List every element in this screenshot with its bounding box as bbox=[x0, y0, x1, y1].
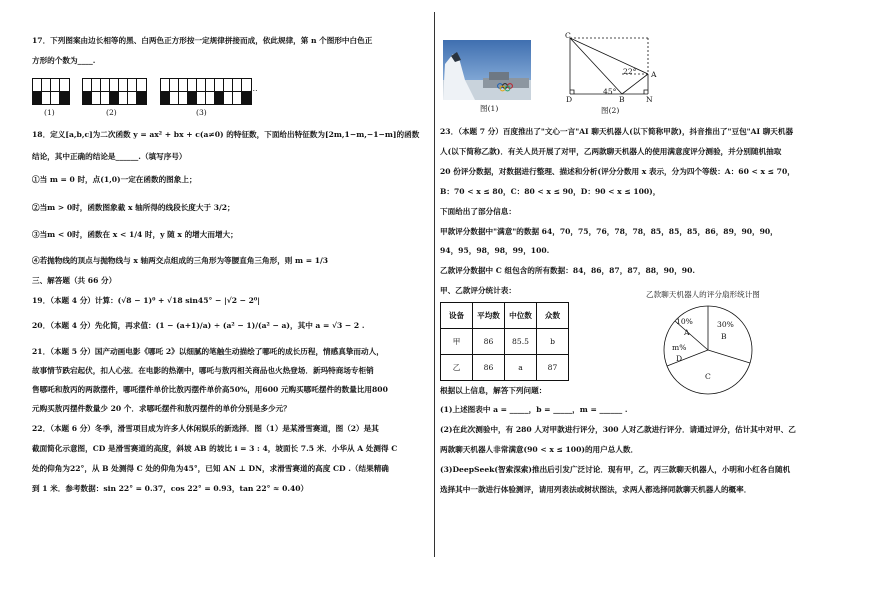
table-header-row bbox=[441, 303, 569, 329]
q17-label-3: (3) bbox=[196, 108, 207, 117]
q21-line1: 21．（本题 5 分）国产动画电影《哪吒 2》以细腻的笔触生动描绘了哪吒的成长历程，情感真挚而动人， bbox=[32, 347, 384, 356]
table-cell: b bbox=[537, 329, 569, 355]
q17-line2: 方形的个数为____. bbox=[32, 56, 96, 65]
angle-45: 45° bbox=[603, 87, 617, 96]
point-B: B bbox=[619, 95, 625, 104]
q17-label-1: (1) bbox=[44, 108, 55, 117]
table-row bbox=[441, 329, 569, 355]
pie-D-pct: m% bbox=[672, 343, 687, 352]
table-cell: 86 bbox=[473, 329, 505, 355]
right-angle-D bbox=[570, 90, 574, 94]
table-cell: 87 bbox=[537, 355, 569, 381]
q23-line7: 94，95，98，98，99，100. bbox=[440, 246, 550, 255]
pie-B-label: B bbox=[721, 332, 727, 341]
q17-line1: 17．下列图案由边长相等的黑、白两色正方形按一定规律拼接而成，依此规律，第 n 个图形中白色正 bbox=[32, 36, 373, 45]
angle-22: 22° bbox=[623, 67, 637, 76]
q22-line2: 截面简化示意图，CD 是滑雪赛道的高度，斜坡 AB 的坡比 i = 3 : 4，坡面长 7.5 米．小华从 A 处测得 C bbox=[32, 444, 398, 453]
q22-line3: 处的仰角为22°，从 B 处测得 C 处的仰角为45°，已知 AN ⊥ DN，求滑雪赛道的高度 CD .（结果精确 bbox=[32, 464, 389, 473]
q21-line4: 元购买敖丙摆件数量少 20 个．求哪吒摆件和敖丙摆件的单价分别是多少元？ bbox=[32, 404, 291, 413]
point-A: A bbox=[651, 70, 657, 79]
q21-line3: 售哪吒和敖丙的两款摆件，哪吒摆件单价比敖丙摆件单价高50%，用600 元购买哪吒摆件的数量比用800 bbox=[32, 385, 388, 394]
table-cell: 甲 bbox=[441, 329, 473, 355]
q23-line6: 甲款评分数据中"满意"的数据 64，70，75，76，78，78，85，85，85，86，89，90，90， bbox=[440, 227, 778, 236]
right-angle-N bbox=[644, 90, 648, 94]
q23-line3: 20 份评分数据，对数据进行整理、描述和分析(评分分数用 x 表示，分为四个等级：A：60 < x ≤ 70， bbox=[440, 167, 795, 176]
table-cell: 乙 bbox=[441, 355, 473, 381]
q18-item-2: ②当m > 0时，函数图象截 x 轴所得的线段长度大于 3/2； bbox=[32, 203, 235, 212]
q19: 19．（本题 4 分）计算：(√8 − 1)⁰ + √18 sin45° − |√2 − 2⁰| bbox=[32, 296, 261, 305]
q17-ellipsis: … bbox=[250, 84, 258, 93]
pie-A-label: A bbox=[684, 328, 690, 337]
ski-slope-photo bbox=[443, 40, 531, 100]
table-cell: a bbox=[505, 355, 537, 381]
q23-part2-line2: 两款聊天机器人非常满意(90 < x ≤ 100)的用户总人数． bbox=[440, 445, 639, 454]
line-CB bbox=[570, 38, 622, 94]
pie-D-label: D bbox=[676, 354, 683, 363]
q23-after-1: 根据以上信息，解答下列问题： bbox=[440, 386, 547, 395]
pie-title: 乙款聊天机器人的评分扇形统计图 bbox=[646, 290, 760, 299]
q23-part3-line2: 选择其中一款进行体验测评，请用列表法或树状图法，求两人都选择同款聊天机器人的概率． bbox=[440, 485, 752, 494]
table-row bbox=[441, 355, 569, 381]
q23-part2-line1: (2)在此次测验中，有 280 人对甲款进行评分，300 人对乙款进行评分．请通过评分，估计其中对甲、乙 bbox=[440, 425, 796, 434]
q23-line9: 甲、乙款评分统计表： bbox=[440, 286, 516, 295]
point-D: D bbox=[566, 95, 573, 104]
pie-chart bbox=[650, 300, 770, 400]
fig2-caption: 图(2) bbox=[601, 106, 620, 115]
q20: 20．（本题 4 分）先化简，再求值：(1 − (a+1)/a) ÷ (a² − 1)/(a² − a)，其中 a = √3 − 2 . bbox=[32, 321, 365, 330]
q23-part1: (1)上述图表中 a = _____，b = _____，m = ______ . bbox=[440, 405, 628, 414]
pie-C-label: C bbox=[705, 372, 711, 381]
q18-item-3: ③当m < 0时，函数在 x < 1/4 时，y 随 x 的增大而增大； bbox=[32, 230, 238, 239]
table-header: 平均数 bbox=[473, 303, 505, 329]
pie-B-pct: 30% bbox=[717, 320, 734, 329]
q18-item-4: ④若抛物线的顶点与抛物线与 x 轴两交点组成的三角形为等腰直角三角形，则 m = 1/3 bbox=[32, 256, 329, 265]
q18-line2: 结论，其中正确的结论是______.（填写序号） bbox=[32, 152, 187, 161]
q21-line2: 故事情节跌宕起伏，扣人心弦．在电影的热潮中，哪吒与敖丙相关商品也火热登场．新玛特商场专柜销 bbox=[32, 366, 374, 375]
q23-part3-line1: (3)DeepSeek(智索深索)推出后引发广泛讨论．现有甲，乙，丙三款聊天机器人，小明和小红各自随机 bbox=[440, 465, 791, 474]
table-header: 设备 bbox=[441, 303, 473, 329]
column-divider bbox=[434, 12, 435, 557]
q22-line1: 22．（本题 6 分）冬季，滑雪项目成为许多人休闲娱乐的新选择．图（1）是某滑雪赛道，图（2）是其 bbox=[32, 424, 379, 433]
section-3-heading: 三、解答题（共 66 分） bbox=[32, 276, 117, 285]
table-header: 中位数 bbox=[505, 303, 537, 329]
table-cell: 86 bbox=[473, 355, 505, 381]
table-header: 众数 bbox=[537, 303, 569, 329]
table-cell: 85.5 bbox=[505, 329, 537, 355]
q23-line1: 23．（本题 7 分）百度推出了"文心一言"AI 聊天机器人(以下简称甲款)，抖音推出了"豆包"AI 聊天机器 bbox=[440, 127, 794, 136]
q23-line8: 乙款评分数据中 C 组包含的所有数据：84，86，87，87，88，90，90. bbox=[440, 266, 696, 275]
point-C: C bbox=[565, 31, 571, 40]
q22-line4: 到 1 米．参考数据：sin 22° = 0.37，cos 22° = 0.93，tan 22° ≈ 0.40） bbox=[32, 484, 309, 493]
q23-line5: 下面给出了部分信息： bbox=[440, 207, 516, 216]
q23-line2: 人(以下简称乙款)．有关人员开展了对甲，乙两款聊天机器人的使用满意度评分测验，并分别随机抽取 bbox=[440, 147, 782, 156]
point-N: N bbox=[646, 95, 653, 104]
pie-A-pct: 10% bbox=[676, 317, 693, 326]
q18-item-1: ①当 m = 0 时，点(1,0)一定在函数的图象上； bbox=[32, 175, 197, 184]
q18-line1: 18．定义[a,b,c]为二次函数 y = ax² + bx + c(a≠0) 的特征数，下面给出特征数为[2m,1−m,−1−m]的函数 bbox=[32, 130, 420, 139]
stats-table bbox=[440, 302, 569, 381]
q17-label-2: (2) bbox=[106, 108, 117, 117]
fig1-caption: 图(1) bbox=[480, 104, 499, 113]
q23-line4: B：70 < x ≤ 80，C：80 < x ≤ 90，D：90 < x ≤ 100)， bbox=[440, 187, 661, 196]
